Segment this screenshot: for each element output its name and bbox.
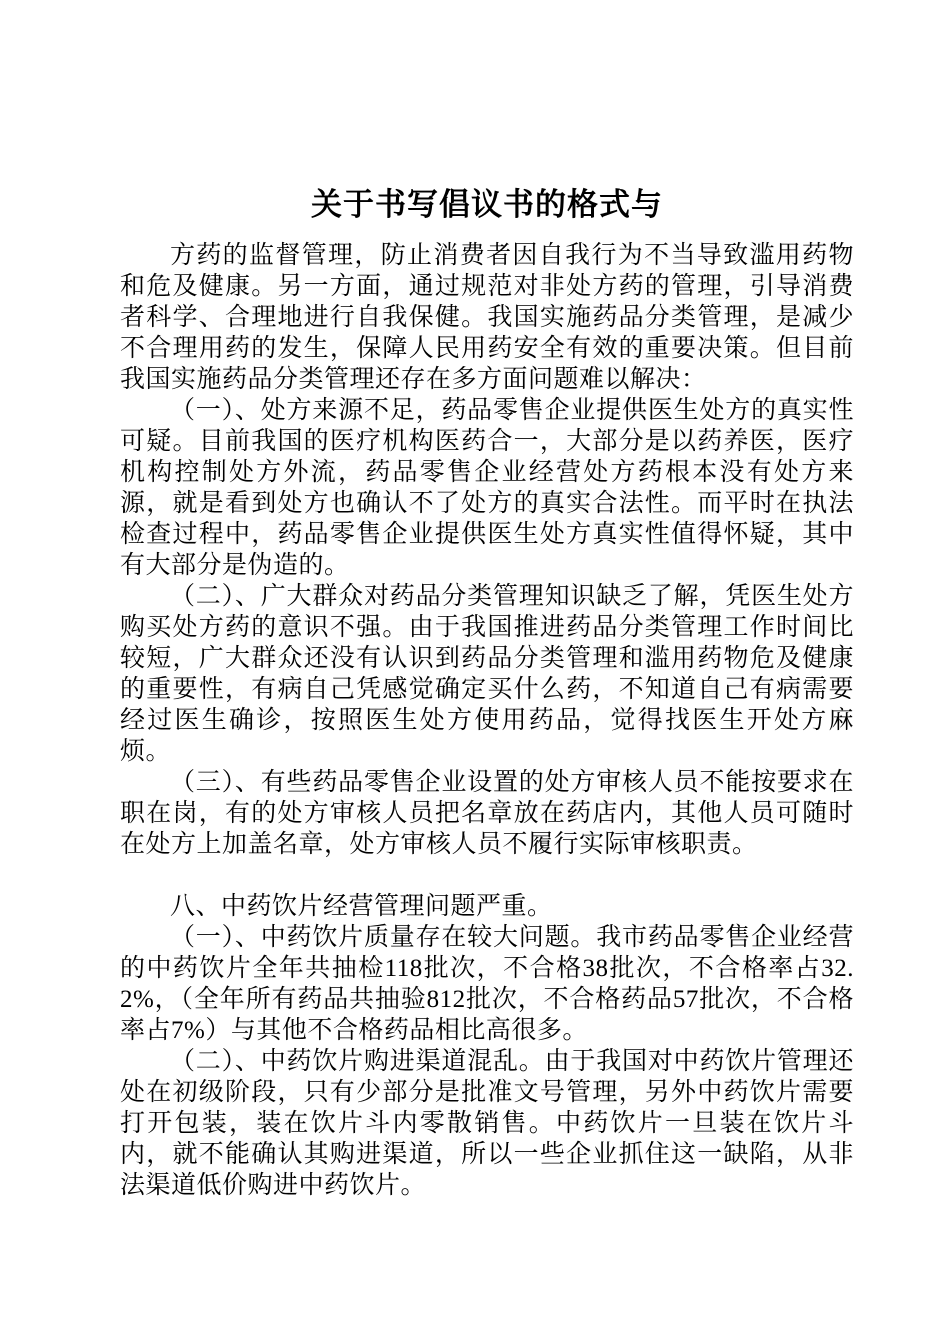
paragraph-item-1: （一）、处方来源不足，药品零售企业提供医生处方的真实性可疑。目前我国的医疗机构医药合一，大部分是以药养医，医疗机构控制处方外流，药品零售企业经营处方药根本没有处方来源，就是看到处方也确认不了处方的真实合法性。而平时在执法检查过程中，药品零售企业提供医生处方真实性值得怀疑，其中有大部分是伪造的。	[120, 397, 854, 579]
paragraph-item-3: （三）、有些药品零售企业设置的处方审核人员不能按要求在职在岗，有的处方审核人员把名章放在药店内，其他人员可随时在处方上加盖名章，处方审核人员不履行实际审核职责。	[120, 769, 854, 858]
document-title: 关于书写倡议书的格式与	[311, 187, 663, 223]
paragraph-section-8-heading: 八、中药饮片经营管理问题严重。	[170, 893, 553, 920]
paragraph-item-2: （二）、广大群众对药品分类管理知识缺乏了解，凭医生处方购买处方药的意识不强。由于我国推进药品分类管理工作时间比较短，广大群众还没有认识到药品分类管理和滥用药物危及健康的重要性，有病自己凭感觉确定买什么药，不知道自己有病需要经过医生确诊，按照医生处方使用药品，觉得找医生开处方麻烦。	[120, 583, 854, 765]
paragraph-section-8-item-2: （二）、中药饮片购进渠道混乱。由于我国对中药饮片管理还处在初级阶段，只有少部分是批准文号管理，另外中药饮片需要打开包装，装在饮片斗内零散销售。中药饮片一旦装在饮片斗内，就不能确认其购进渠道，所以一些企业抓住这一缺陷，从非法渠道低价购进中药饮片。	[120, 1048, 854, 1199]
blank-line-spacer	[120, 860, 854, 891]
paragraph-section-8-item-1: （一）、中药饮片质量存在较大问题。我市药品零售企业经营的中药饮片全年共抽检118批次，不合格38批次，不合格率占32.2%，（全年所有药品共抽验812批次，不合格药品57批次，不合格率占7%）与其他不合格药品相比高很多。	[120, 924, 854, 1044]
paragraph-intro: 方药的监督管理，防止消费者因自我行为不当导致滥用药物和危及健康。另一方面，通过规范对非处方药的管理，引导消费者科学、合理地进行自我保健。我国实施药品分类管理，是减少不合理用药的发生，保障人民用药安全有效的重要决策。但目前我国实施药品分类管理还存在多方面问题难以解决：	[120, 242, 854, 393]
